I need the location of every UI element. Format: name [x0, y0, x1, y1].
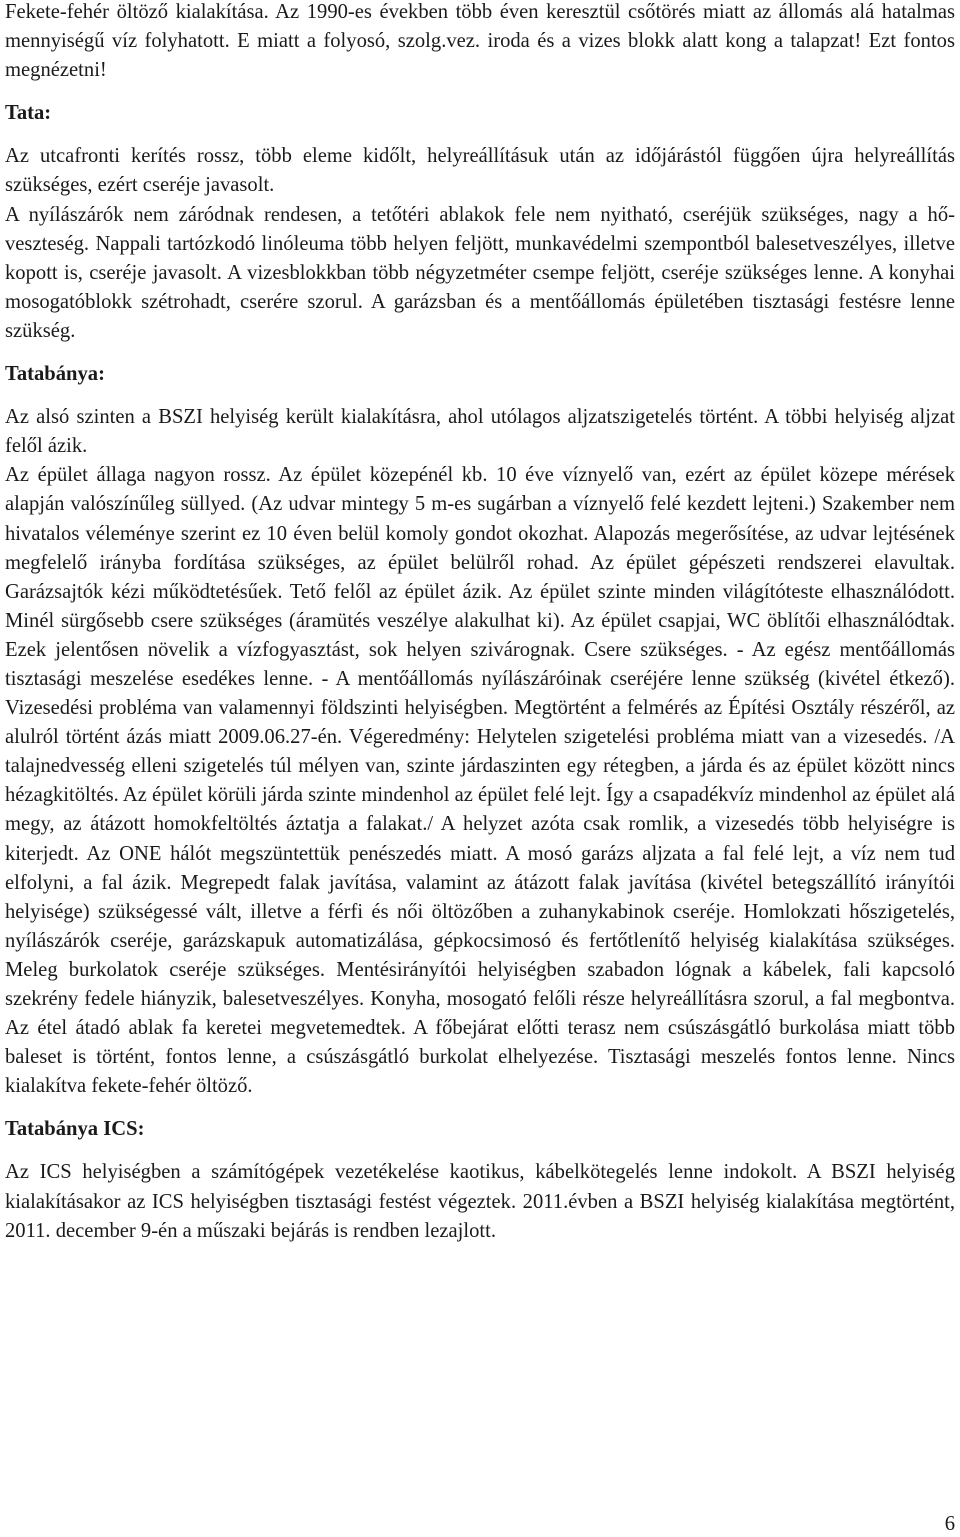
tata-paragraph-2: A nyílászárók nem záródnak rendesen, a tetőtéri ablakok fele nem nyitható, cseréjük szükséges, nagy a hő-veszteség. Nappali tartózkodó linóleuma több helyen feljött, munkavédelmi szempontból balesetveszélyes, illetve kopott is, cseréje javasolt. A vizesblokkban több négyzetméter csempe feljött, cseréje szükséges lenne. A konyhai mosogatóblokk szétrohadt, cserére szorul. A garázsban és a mentőállomás épületében tisztasági festésre lenne szükség.: [5, 203, 955, 342]
page-number: 6: [944, 1513, 955, 1535]
section-heading-tatabanya: Tatabánya:: [5, 363, 105, 386]
section-heading-tatabanya-ics: Tatabánya ICS:: [5, 1118, 145, 1141]
document-body: [5, 0, 955, 1246]
tata-paragraph-1: Az utcafronti kerítés rossz, több eleme kidőlt, helyreállításuk után az időjárástól függően újra helyreállítás szükséges, ezért cseréje javasolt.: [5, 145, 955, 197]
intro-paragraph: Fekete-fehér öltöző kialakítása. Az 1990-es években több éven keresztül csőtörés miatt az állomás alá hatalmas mennyiségű víz folyhatott. E miatt a folyosó, szolg.vez. iroda és a vizes blokk alatt kong a talapzat! Ezt fontos megnézetni!: [5, 1, 955, 82]
tatabanya-paragraph-2: Az épület állaga nagyon rossz. Az épület közepénél kb. 10 éve víznyelő van, ezért az épület közepe mérések alapján valószínűleg süllyed. (Az udvar mintegy 5 m-es sugárban a víznyelő felé kezdett lejteni.) Szakember nem hivatalos véleménye szerint ez 10 éven belül komoly gondot okozhat. Alapozás megerősítése, az udvar lejtésének megfelelő irányba fordítása szükséges, az épület belülről rohad. Az épület gépészeti rendszerei elavultak. Garázsajtók kézi működtetésűek. Tető felől az épület ázik. Az épület szinte minden világítóteste elhasználódott. Minél sürgősebb csere szükséges (áramütés veszélye alakulhat ki). Az épület csapjai, WC öblítői elhasználódtak. Ezek jelentősen növelik a vízfogyasztást, sok helyen szivárognak. Csere szükséges. - Az egész mentőállomás tisztasági meszelése esedékes lenne. - A mentőállomás nyílászáróinak cseréjére lenne szükség (kivétel étkező). Vizesedési probléma van valamennyi földszinti helyiségben. Megtörtént a felmérés az Építési Osztály részéről, az alulról történt ázás miatt 2009.06.27-én. Végeredmény: Helytelen szigetelési probléma miatt van a vizesedés. /A talajnedvesség elleni szigetelés túl mélyen van, szinte járdaszinten egy rétegben, a járda és az épület között nincs hézagkitöltés. Az épület körüli járda szinte mindenhol az épület felé lejt. Így a csapadékvíz mindenhol az épület alá megy, az átázott homokfeltöltés áztatja a falakat./ A helyzet azóta csak romlik, a vizesedés több helyiségre is kiterjedt. Az ONE hálót megszüntettük penészedés miatt. A mosó garázs aljzata a fal felé lejt, a víz nem tud elfolyni, a fal ázik. Megrepedt falak javítása, valamint az átázott falak javítása (kivétel betegszállító irányítói helyisége) szükségessé vált, illetve a férfi és női öltözőben a zuhanykabinok cseréje. Homlokzati hőszigetelés, nyílászárók cseréje, garázskapuk automatizálása, gépkocsimosó és fertőtlenítő helyiség kialakítása szükséges. Meleg burkolatok cseréje szükséges. Mentésirányítói helyiségben szabadon lógnak a kábelek, fali kapcsoló szekrény fedele hiányzik, balesetveszélyes. Konyha, mosogató felőli része helyreállításra szorul, a fal megbontva. Az étel átadó ablak fa keretei megvetemedtek. A főbejárat előtti terasz nem csúszásgátló burkolása miatt több baleset is történt, fontos lenne, a csúszásgátló burkolat elhelyezése. Tisztasági meszelés fontos lenne. Nincs kialakítva fekete-fehér öltöző.: [5, 464, 955, 1098]
tatabanya-ics-paragraph-1: Az ICS helyiségben a számítógépek vezetékelése kaotikus, kábelkötegelés lenne indokolt. A BSZI helyiség kialakításakor az ICS helyiségben tisztasági festést végeztek. 2011.évben a BSZI helyiség kialakítása megtörtént, 2011. december 9-én a műszaki bejárás is rendben lezajlott.: [5, 1161, 955, 1242]
tatabanya-paragraph-1: Az alsó szinten a BSZI helyiség került kialakításra, ahol utólagos aljzatszigetelés történt. A többi helyiség aljzat felől ázik.: [5, 406, 955, 458]
section-heading-tata: Tata:: [5, 102, 52, 125]
